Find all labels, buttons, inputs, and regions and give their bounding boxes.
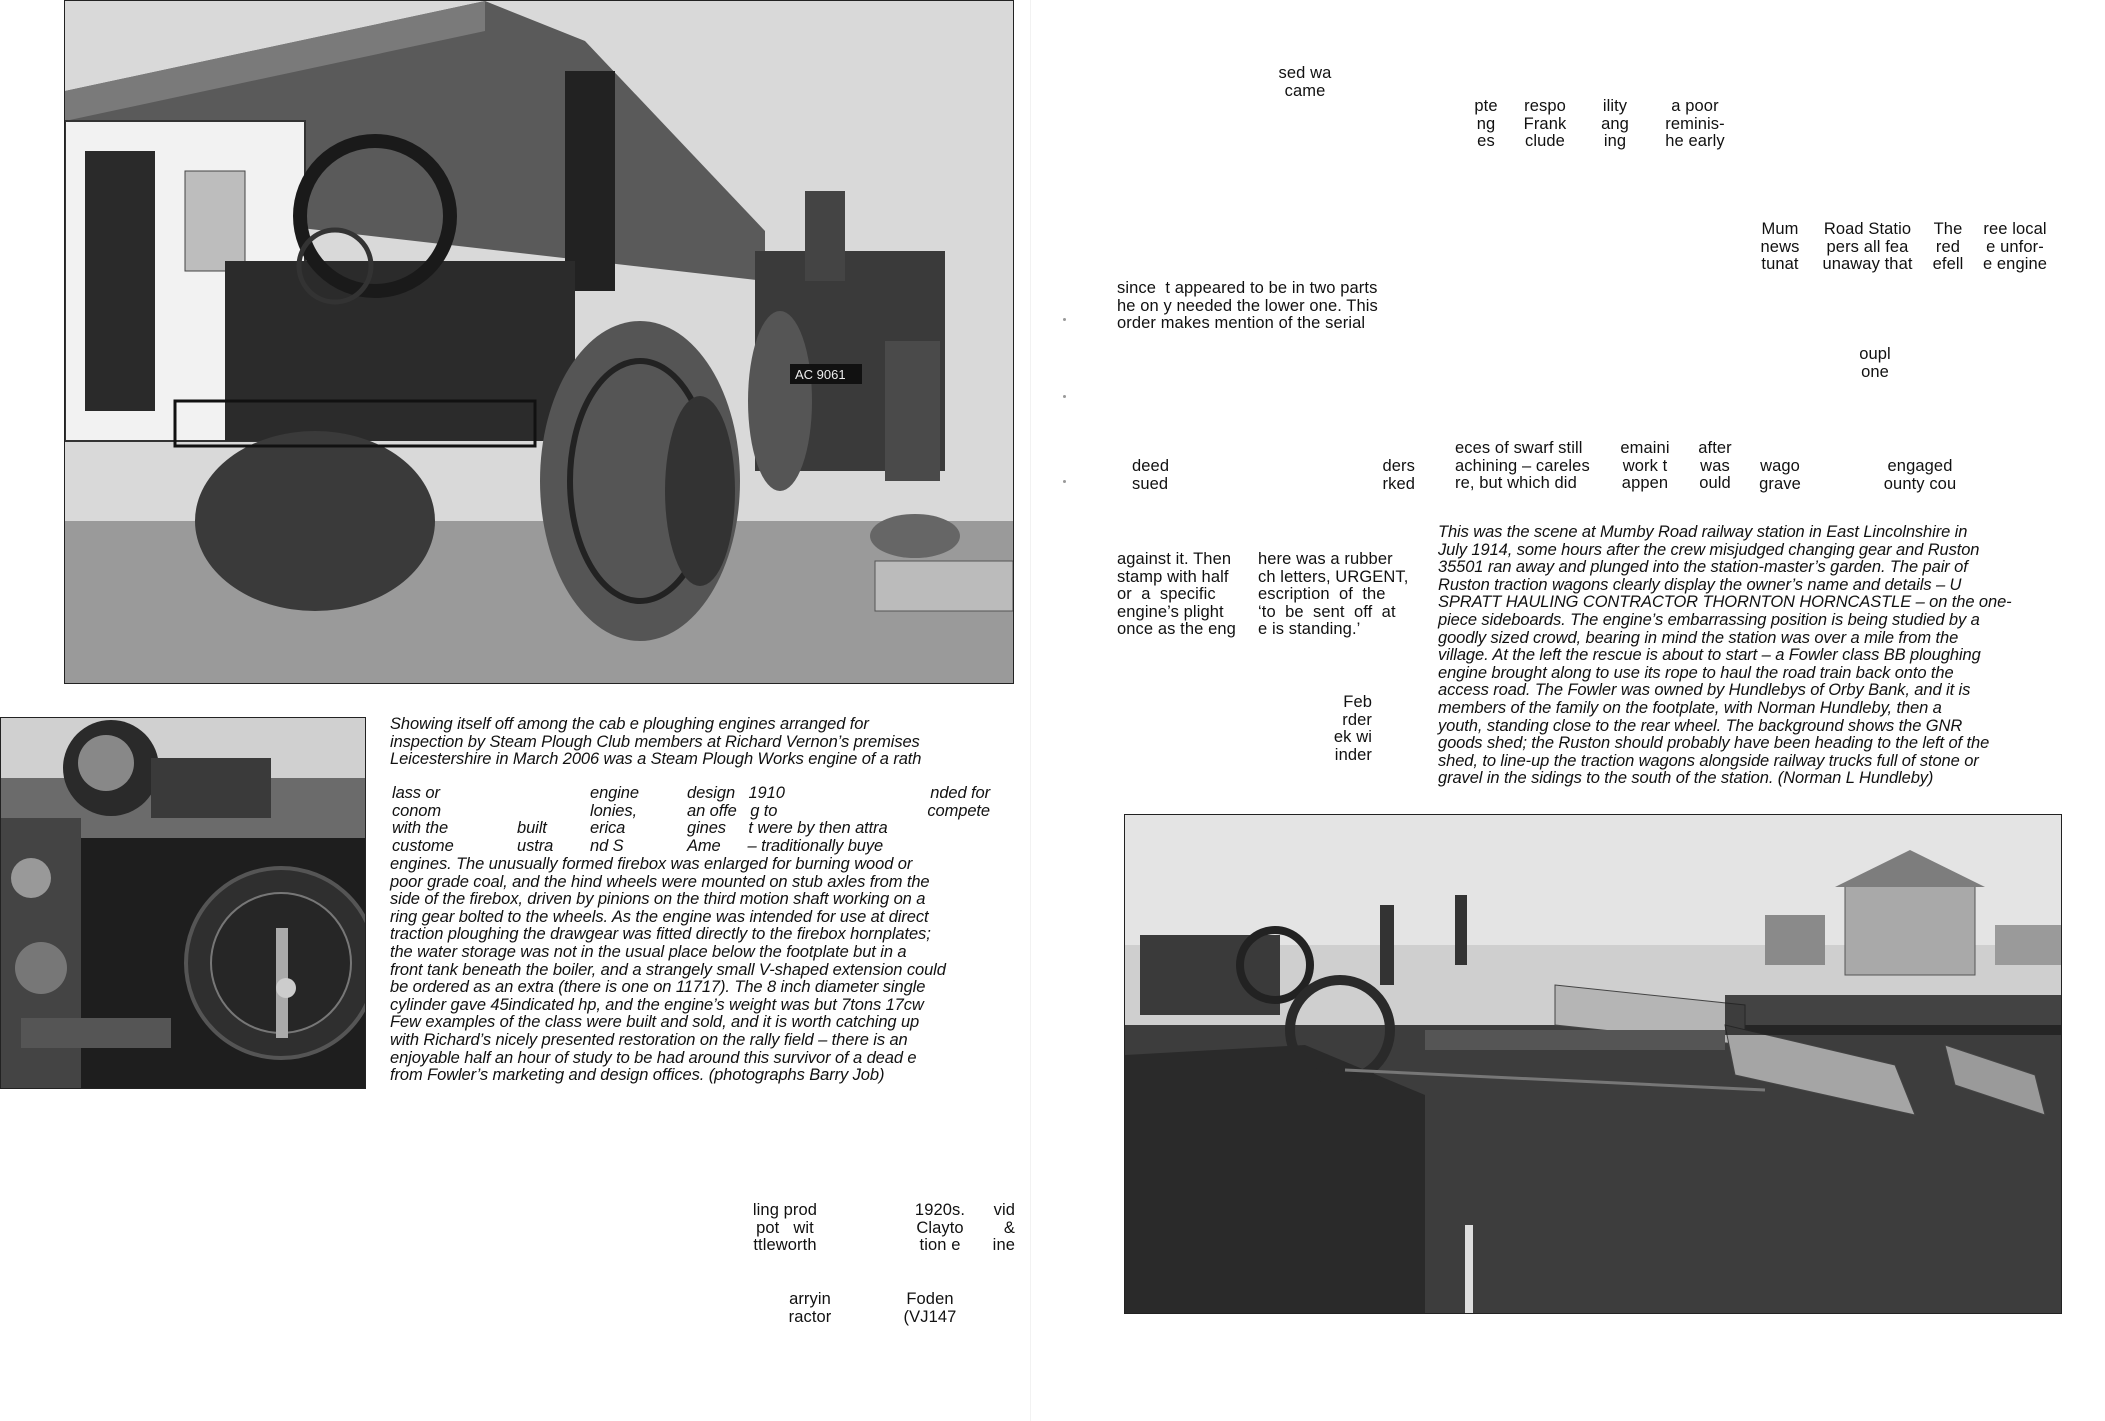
plough-engine-photo bbox=[64, 0, 1014, 684]
margin-mark bbox=[1063, 480, 1066, 483]
left-caption-body: engines. The unusually formed firebox was enlarged for burning wood or poor grade coal, and the hind wheels were mounted on stub axles from the side of the firebox, driven by pinions on the third motion shaft working on a ring gear bolted to the wheels. As the engine was intended for use at direct traction ploughing the drawgear was fitted directly to the firebox hornplates; the water storage was not in the usual place below the footplate but in a front tank beneath the boiler, and a strangely small V-shaped extension could be ordered as an extra (there is one on 11717). The 8 inch diameter single cylinder gave 45indicated hp, and the engine’s weight was but 7tons 17cw Few examples of the class were built and sold, and it is worth catching up with Richard’s nicely presented restoration on the rally field – there is an enjoyable half an hour of study to be had around this survivor of a dead e from Fowler’s marketing and design offices. (photographs Barry Job) bbox=[390, 855, 946, 1085]
lower-fragment-e: Foden (VJ147 bbox=[903, 1290, 957, 1326]
top-fragment-b4: a poor reminis- he early bbox=[1665, 97, 1725, 151]
mid-fragment-a: since t appeared to be in two parts he on y needed the lower one. This order makes mention of the serial bbox=[1117, 279, 1378, 333]
left-caption-fragment-b: engine lonies, erica nd S bbox=[590, 784, 639, 855]
row-fragment-d7: engaged ounty cou bbox=[1883, 457, 1957, 493]
row-fragment-d6: wago grave bbox=[1759, 457, 1801, 493]
mid-fragment-b2: Road Statio pers all fea unaway that bbox=[1822, 220, 1913, 274]
mumby-road-illustration bbox=[1125, 815, 2061, 1313]
lower-fragment-d: arryin ractor bbox=[788, 1290, 832, 1326]
row-fragment-d4: emaini work t appen bbox=[1620, 439, 1670, 493]
left-caption-fragment-a2: built ustra bbox=[517, 819, 554, 855]
page-gutter bbox=[1030, 0, 1031, 1421]
left-caption-fragment-c: design 1910 an offe g to gines t were by then attra Ame – traditionally buye bbox=[687, 784, 888, 855]
right-photo-caption: This was the scene at Mumby Road railway station in East Lincolnshire in July 1914, some hours after the crew misjudged changing gear and Ruston 35501 ran away and plunged into the station-master’s garden. The pair of Ruston traction wagons clearly display the owner’s name and details – U SPRATT HAULING CONTRACTOR THORNTON HORNCASTLE – on the one- piece sideboards. The engine’s embarrassing position is being studied by a goodly sized crowd, bearing in mind the station was over a mile from the village. At the left the rescue is about to start – a Fowler class BB ploughing engine brought along to use its rope to haul the road train back onto the access road. The Fowler was owned by Hundlebys of Orby Bank, and it is members of the family on the footplate, with Norman Hundleby, then a youth, standing close to the rear wheel. The background shows the GNR goods shed; the Ruston should probably have been heading to the left of the shed, to line-up the traction wagons alongside railway trucks full of stone or gravel in the sidings to the south of the station. (Norman L Hundleby) bbox=[1438, 523, 2012, 788]
row-fragment-d1: deed sued bbox=[1132, 457, 1170, 493]
margin-mark bbox=[1063, 395, 1066, 398]
lower-fragment-c: vid & ine bbox=[992, 1201, 1015, 1255]
left-caption-fragment-d: nded for compete bbox=[927, 784, 990, 820]
lower-fragment-a: ling prod pot wit ttleworth bbox=[752, 1201, 818, 1255]
left-photo-caption: Showing itself off among the cab e ploughing engines arranged for inspection by Steam Plough Club members at Richard Vernon’s premises Leicestershire in March 2006 was a Steam Plough Works engine of a rath bbox=[390, 715, 922, 769]
firebox-illustration bbox=[1, 718, 365, 1088]
top-fragment-b3: ility ang ing bbox=[1601, 97, 1629, 151]
mid-fragment-b4: ree local e unfor- e engine bbox=[1982, 220, 2048, 274]
row-fragment-d2: ders rked bbox=[1382, 457, 1415, 493]
col-fragment-e2: here was a rubber ch letters, URGENT, escription of the ‘to be sent off at e is standing.’ bbox=[1258, 550, 1409, 639]
top-fragment-b2: respo Frank clude bbox=[1523, 97, 1567, 151]
top-fragment-b1: pte ng es bbox=[1474, 97, 1498, 151]
lower-fragment-b: 1920s. Clayto tion e bbox=[914, 1201, 966, 1255]
margin-mark bbox=[1063, 318, 1066, 321]
row-fragment-d5: after was ould bbox=[1698, 439, 1732, 493]
mumby-road-photo bbox=[1124, 814, 2062, 1314]
plough-engine-illustration bbox=[65, 1, 1013, 683]
left-caption-fragment-a1: lass or conom with the custome bbox=[392, 784, 454, 855]
mid-fragment-c: oupl one bbox=[1859, 345, 1891, 381]
top-fragment-a: sed wa came bbox=[1278, 64, 1332, 100]
number-plate-text: AC 9061 bbox=[795, 367, 846, 382]
mid-fragment-b1: Mum news tunat bbox=[1760, 220, 1800, 274]
mid-fragment-b3: The red efell bbox=[1932, 220, 1964, 274]
col-fragment-e1: against it. Then stamp with half or a specific engine’s plight once as the eng bbox=[1117, 550, 1236, 639]
firebox-closeup-photo bbox=[0, 717, 366, 1089]
row-fragment-d3: eces of swarf still achining – careles re, but which did bbox=[1455, 439, 1590, 493]
col-fragment-f: Feb rder ek wi inder bbox=[1333, 693, 1372, 764]
